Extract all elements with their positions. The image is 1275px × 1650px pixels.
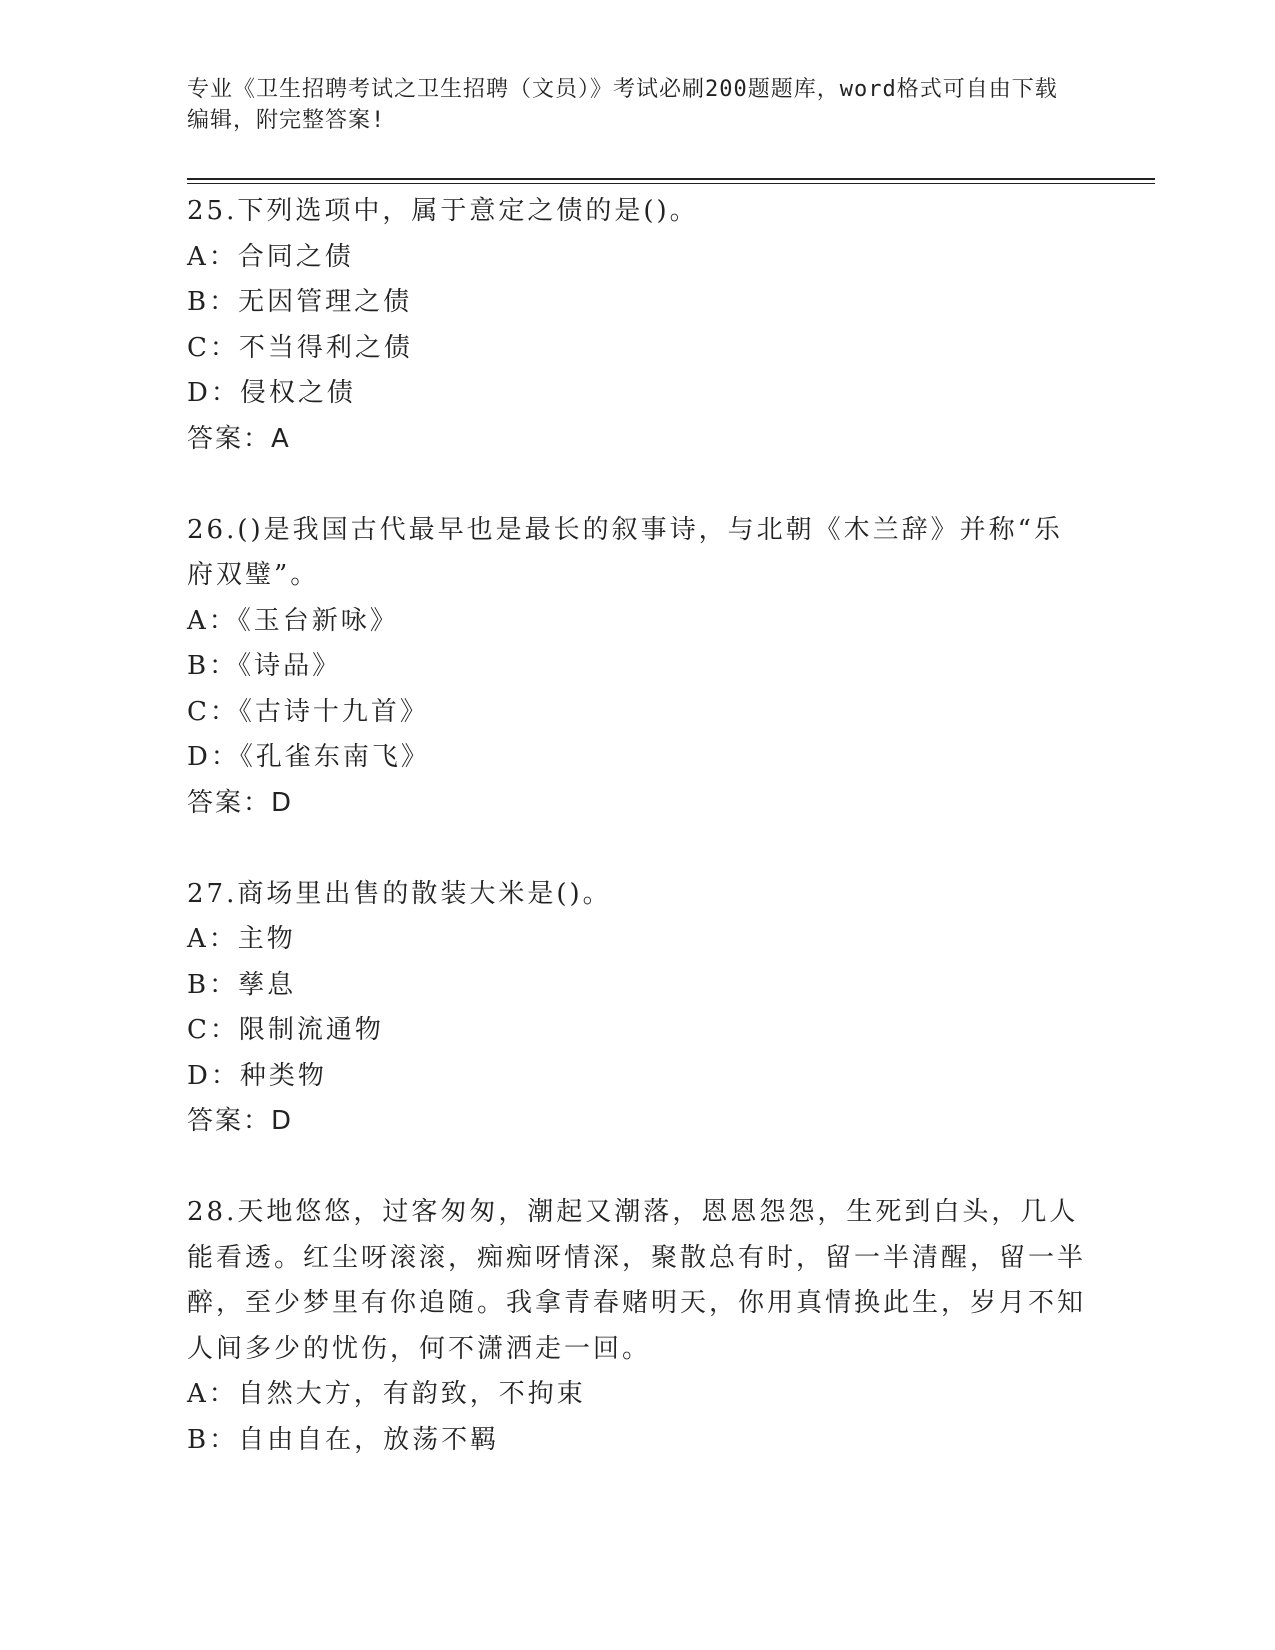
question-spacer [187, 826, 1087, 872]
option-b: B：孳息 [187, 969, 297, 1000]
option-a: A：《玉台新咏》 [187, 605, 399, 636]
question-28 [187, 1190, 1087, 1463]
question-spacer [187, 1145, 1087, 1191]
answer-line: 答案：A [187, 423, 291, 454]
option-d: D：《孔雀东南飞》 [187, 742, 430, 772]
question-stem: 28.天地悠悠，过客匆匆，潮起又潮落，恩恩怨怨，生死到白头，几人能看透。红尘呀滚滚，痴痴呀情深，聚散总有时，留一半清醒，留一半醉，至少梦里有你追随。我拿青春赌明天，你用真情换此生，岁月不知人间多少的忧伤，何不潇洒走一回。 [187, 1197, 1087, 1364]
question-list [187, 189, 1087, 1463]
answer-line: 答案：D [187, 1106, 294, 1136]
question-27 [187, 872, 1087, 1145]
question-stem: 27.商场里出售的散装大米是()。 [187, 878, 612, 909]
option-c: C：限制流通物 [187, 1015, 384, 1045]
option-d: D：种类物 [187, 1060, 327, 1091]
option-a: A：合同之债 [187, 241, 354, 272]
header-title: 专业《卫生招聘考试之卫生招聘（文员）》考试必刷200题题库，word格式可自由下载编辑，附完整答案! [187, 77, 1058, 133]
answer-line: 答案：D [187, 787, 294, 818]
option-d: D：侵权之债 [187, 378, 356, 408]
option-b: B：《诗品》 [187, 651, 342, 681]
question-stem: 26.()是我国古代最早也是最长的叙事诗，与北朝《木兰辞》并称“乐府双璧”。 [187, 514, 1063, 590]
option-a: A：主物 [187, 924, 296, 954]
question-stem: 25.下列选项中，属于意定之债的是()。 [187, 196, 699, 226]
option-a: A：自然大方，有韵致，不拘束 [187, 1379, 586, 1409]
question-spacer [187, 462, 1087, 508]
option-c: C：《古诗十九首》 [187, 696, 429, 727]
header-divider [187, 178, 1155, 184]
page-header [187, 74, 1077, 136]
option-c: C：不当得利之债 [187, 332, 413, 363]
question-26 [187, 508, 1087, 827]
option-b: B：自由自在，放荡不羁 [187, 1424, 500, 1455]
question-25 [187, 189, 1087, 462]
option-b: B：无因管理之债 [187, 287, 413, 317]
